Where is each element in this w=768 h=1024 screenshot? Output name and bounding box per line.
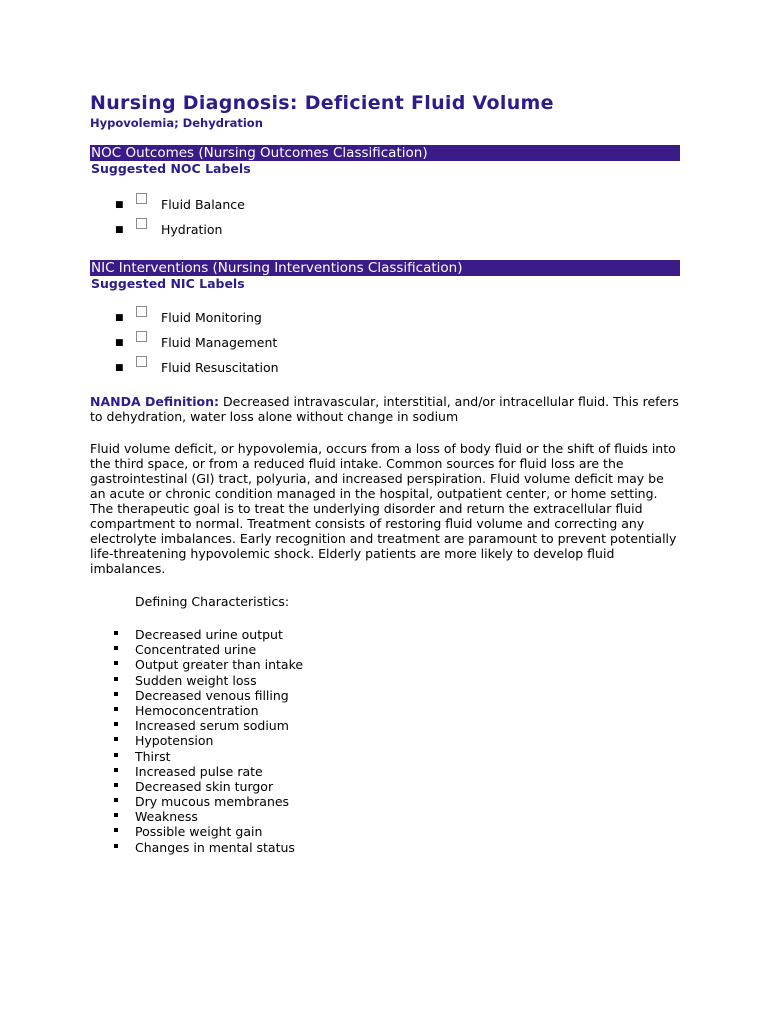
list-item-text: Increased pulse rate <box>135 763 263 779</box>
list-item <box>90 794 680 809</box>
noc-subheading: Suggested NOC Labels <box>91 161 251 176</box>
nanda-definition-text: Decreased intravascular, interstitial, and/or intracellular fluid. This refers to dehydration, water loss alone without change in sodium <box>90 394 679 424</box>
list-item <box>90 673 680 688</box>
list-item <box>90 764 680 779</box>
square-bullet-icon <box>114 677 118 681</box>
noc-section-heading: NOC Outcomes (Nursing Outcomes Classification) <box>90 145 680 161</box>
list-item <box>90 809 680 824</box>
bullet-icon: ■ <box>115 338 124 348</box>
list-item <box>90 749 680 764</box>
list-item <box>90 627 680 642</box>
square-bullet-icon <box>114 646 118 650</box>
checkbox-icon[interactable] <box>136 356 147 367</box>
square-bullet-icon <box>114 707 118 711</box>
nic-section-heading: NIC Interventions (Nursing Interventions Classification) <box>90 260 680 276</box>
checkbox-icon[interactable] <box>136 218 147 229</box>
checkbox-icon[interactable] <box>136 331 147 342</box>
document <box>90 90 680 855</box>
square-bullet-icon <box>114 768 118 772</box>
nanda-definition <box>90 394 680 424</box>
list-item <box>90 824 680 839</box>
list-item-text: Decreased skin turgor <box>135 778 274 794</box>
description-paragraph: Fluid volume deficit, or hypovolemia, occurs from a loss of body fluid or the shift of fluids into the third space, or from a reduced fluid intake. Common sources for fluid loss are the gastrointestinal (GI) tract, polyuria, and increased perspiration. Fluid volume deficit may be an acute or chronic condition managed in the hospital, outpatient center, or home setting. The therapeutic goal is to treat the underlying disorder and return the extracellular fluid compartment to normal. Treatment consists of restoring fluid volume and correcting any electrolyte imbalances. Early recognition and treatment are paramount to prevent potentially life-threatening hypovolemic shock. Elderly patients are more likely to develop fluid imbalances. <box>90 441 677 576</box>
list-item-text: Dry mucous membranes <box>135 794 290 810</box>
noc-label-list <box>90 193 680 243</box>
checkbox-label: Fluid Resuscitation <box>161 360 279 375</box>
list-item-text: Concentrated urine <box>135 642 257 658</box>
list-item <box>90 218 680 243</box>
checkbox-label: Fluid Management <box>161 335 278 350</box>
list-item-text: Increased serum sodium <box>135 718 289 734</box>
square-bullet-icon <box>114 813 118 817</box>
list-item <box>90 779 680 794</box>
list-item <box>90 331 680 356</box>
checkbox-icon[interactable] <box>136 193 147 204</box>
nic-subheading: Suggested NIC Labels <box>91 276 245 291</box>
list-item <box>90 306 680 331</box>
bullet-icon: ■ <box>115 200 124 210</box>
list-item-text: Weakness <box>135 809 198 825</box>
square-bullet-icon <box>114 661 118 665</box>
list-item-text: Decreased venous filling <box>135 687 289 703</box>
checkbox-label: Fluid Balance <box>161 197 245 212</box>
nanda-definition-label: NANDA Definition: <box>90 394 220 409</box>
list-item <box>90 642 680 657</box>
page-subtitle: Hypovolemia; Dehydration <box>90 116 263 130</box>
list-item <box>90 688 680 703</box>
square-bullet-icon <box>114 783 118 787</box>
bullet-icon: ■ <box>115 363 124 373</box>
defining-characteristics-list <box>90 627 680 855</box>
square-bullet-icon <box>114 631 118 635</box>
square-bullet-icon <box>114 737 118 741</box>
bullet-icon: ■ <box>115 313 124 323</box>
list-item <box>90 193 680 218</box>
nic-label-list <box>90 306 680 381</box>
list-item-text: Changes in mental status <box>135 839 295 855</box>
square-bullet-icon <box>114 844 118 848</box>
square-bullet-icon <box>114 692 118 696</box>
list-item <box>90 657 680 672</box>
square-bullet-icon <box>114 722 118 726</box>
list-item-text: Hypotension <box>135 733 214 749</box>
list-item-text: Possible weight gain <box>135 824 263 840</box>
square-bullet-icon <box>114 798 118 802</box>
list-item-text: Decreased urine output <box>135 627 283 642</box>
list-item-text: Output greater than intake <box>135 657 304 673</box>
list-item <box>90 840 680 855</box>
defining-characteristics-heading: Defining Characteristics: <box>135 594 290 609</box>
bullet-icon: ■ <box>115 225 124 235</box>
list-item <box>90 718 680 733</box>
page-title: Nursing Diagnosis: Deficient Fluid Volume <box>90 92 554 114</box>
checkbox-label: Hydration <box>161 222 223 237</box>
list-item <box>90 703 680 718</box>
checkbox-label: Fluid Monitoring <box>161 310 262 325</box>
list-item <box>90 733 680 748</box>
list-item-text: Hemoconcentration <box>135 702 259 718</box>
list-item <box>90 356 680 381</box>
square-bullet-icon <box>114 828 118 832</box>
list-item-text: Thirst <box>135 748 171 764</box>
square-bullet-icon <box>114 753 118 757</box>
list-item-text: Sudden weight loss <box>135 672 257 688</box>
checkbox-icon[interactable] <box>136 306 147 317</box>
